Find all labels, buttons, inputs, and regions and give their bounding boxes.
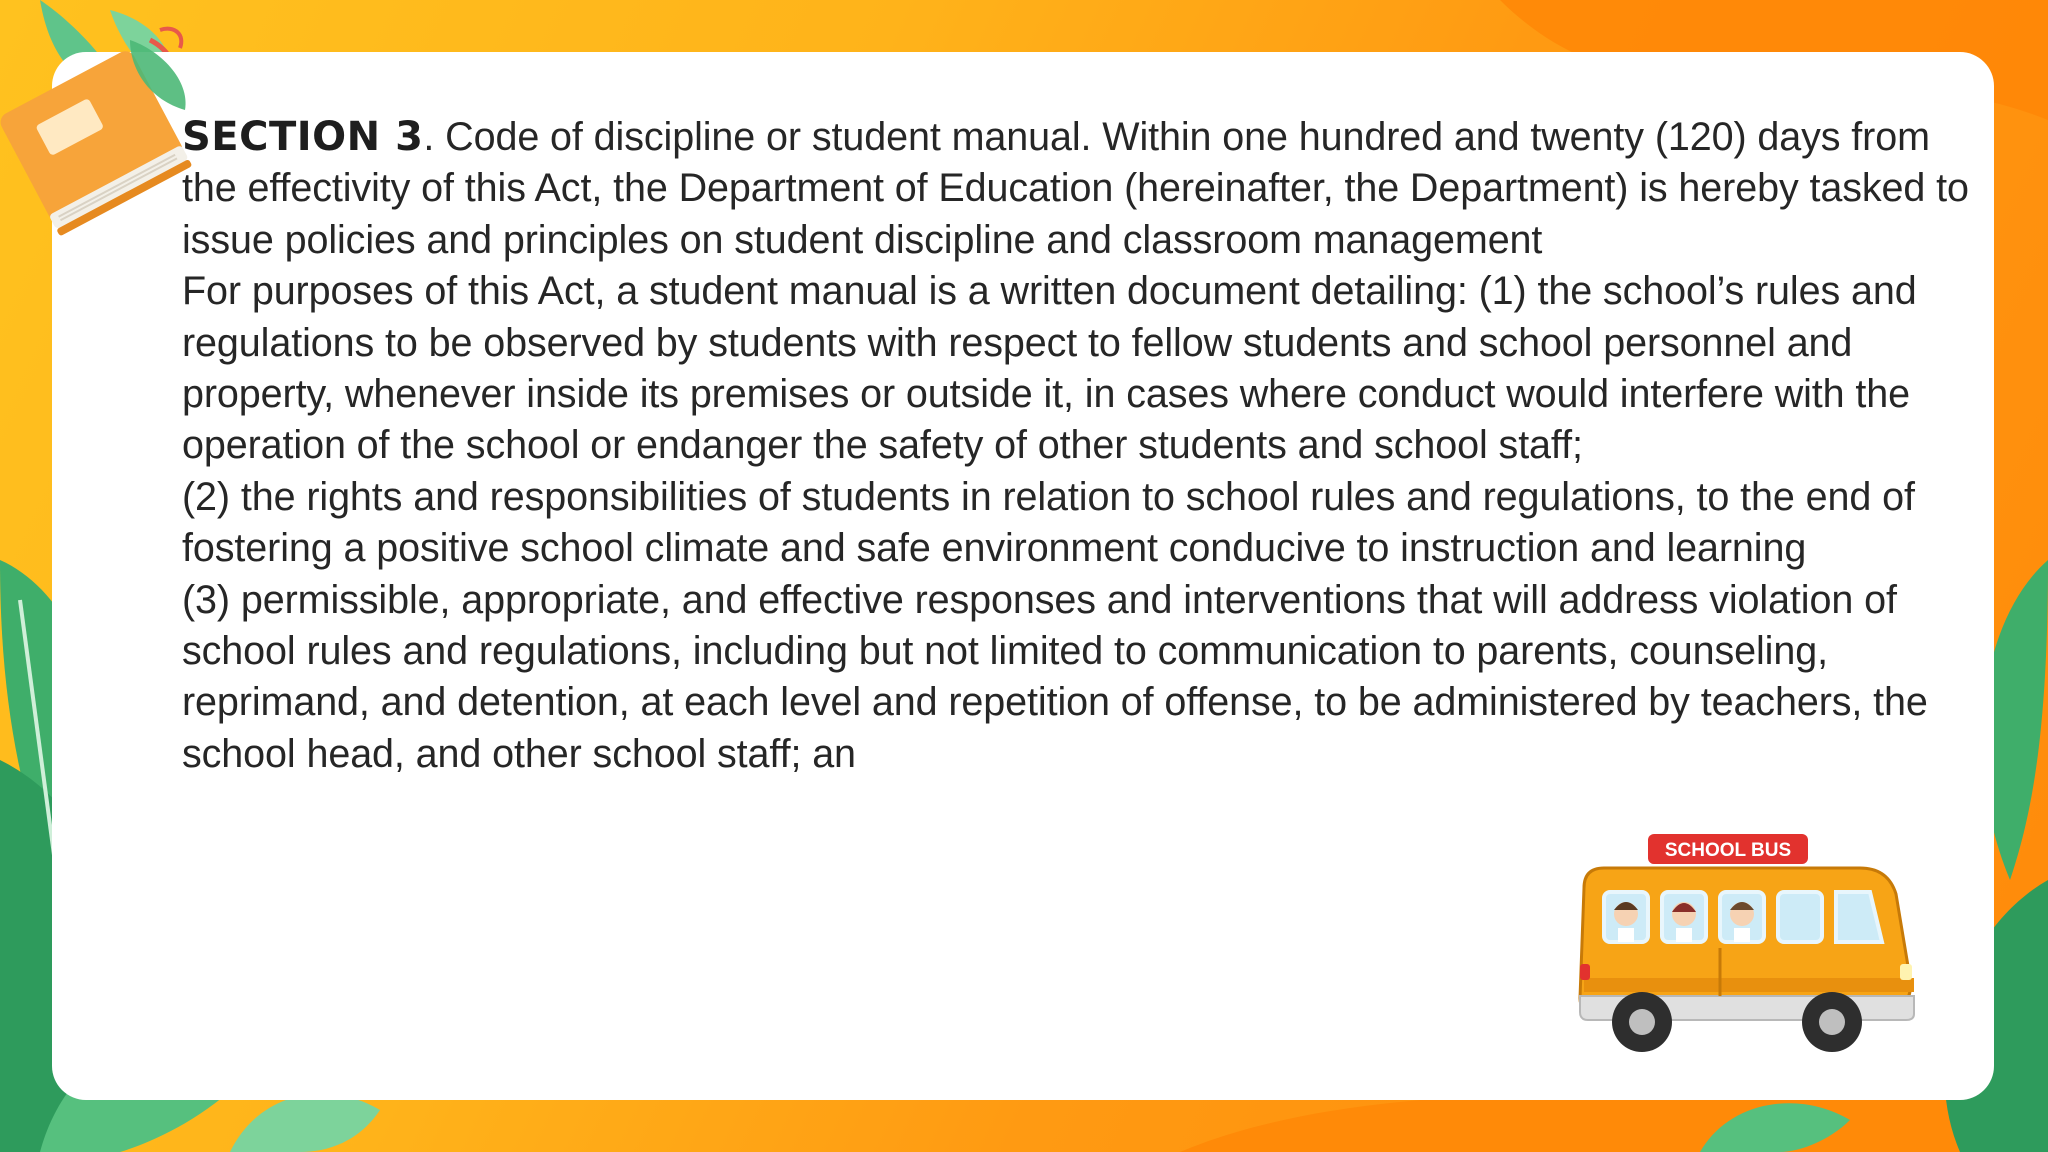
paragraph-student-manual-definition: For purposes of this Act, a student manual is a written document detailing: (1) the school’s rules and regulations to be observed by students with respect to fellow students and school personnel and property, whenever inside its premises or outside it, in cases where conduct would interfere with the operation of the school or endanger the safety of other students and school staff;	[182, 269, 1917, 468]
school-bus-icon	[1570, 828, 1930, 1068]
paragraph-rights-responsibilities: (2) the rights and responsibilities of students in relation to school rules and regulations, to the end of fostering a positive school climate and safe environment conducive to instruction and learning	[182, 474, 1915, 571]
paragraph-responses-interventions: (3) permissible, appropriate, and effective responses and interventions that will address violation of school rules and regulations, including but not limited to communication to parents, counseling, reprimand, and detention, at each level and repetition of offense, to be administered by teachers, the school head, and other school staff; an	[182, 577, 1928, 776]
book-icon	[0, 0, 200, 240]
section-label: SECTION 3	[182, 114, 424, 160]
section-3-intro	[182, 112, 1972, 266]
bus-sign-text: SCHOOL BUS	[1664, 840, 1792, 861]
section-3-text	[182, 112, 1972, 780]
section-intro-text: . Code of discipline or student manual. Within one hundred and twenty (120) days from the effectivity of this Act, the Department of Education (hereinafter, the Department) is hereby tasked to issue policies and principles on student discipline and classroom management	[182, 115, 1969, 262]
